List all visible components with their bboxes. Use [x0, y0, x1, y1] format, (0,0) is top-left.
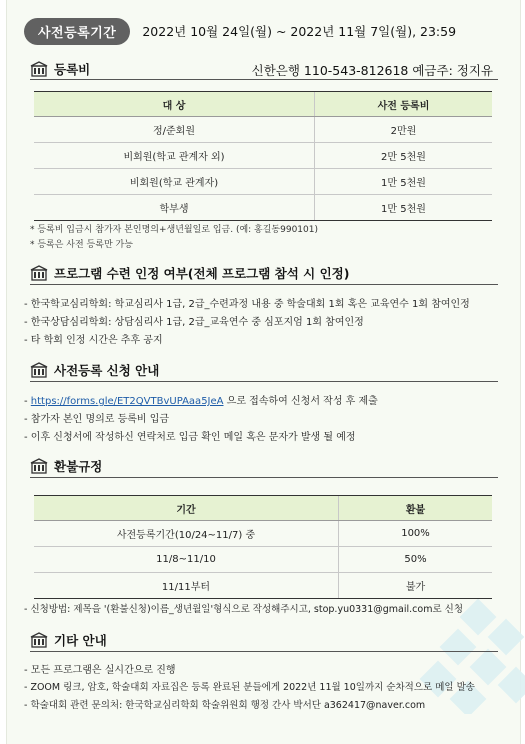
fee-col-price: 사전 등록비 — [315, 92, 493, 117]
table-row: 사전등록기간(10/24~11/7) 중 100% — [34, 521, 492, 547]
refund-table — [34, 495, 492, 599]
apply-line: - 이후 신청서에 작성하신 연락처로 입금 확인 메일 혹은 문자가 발생 될 예정 — [24, 432, 356, 443]
apply-line: - 참가자 본인 명의로 등록비 입금 — [24, 414, 170, 425]
table-row: 11/11부터 불가 — [34, 573, 492, 599]
refund-col-rate: 환불 — [339, 496, 493, 521]
refund-method: - 신청방법: 제목을 '(환불신청)이름_생년월일'형식으로 작성해주시고, stop.yu0331@gmail.com로 신청 — [24, 604, 464, 615]
registration-period-text: 2022년 10월 24일(월) ~ 2022년 11월 7일(월), 23:59 — [142, 24, 457, 39]
bank-account-info: 신한은행 110-543-812618 예금주: 정지유 — [251, 63, 493, 78]
divider — [30, 477, 498, 478]
refund-col-period: 기간 — [34, 496, 339, 521]
credit-line: - 한국상담심리학회: 상담심리사 1급, 2급_교육연수 중 심포지엄 1회 참여인정 — [24, 317, 364, 328]
fee-col-target: 대 상 — [34, 92, 315, 117]
registration-form-link[interactable]: https://forms.gle/ET2QVTBvUPAaa5JeA — [30, 396, 224, 407]
building-icon — [30, 632, 48, 648]
credit-line: - 한국학교심리학회: 학교심리사 1급, 2급_수련과정 내용 중 학술대회 1회 혹은 교육연수 1회 참여인정 — [24, 299, 470, 310]
credit-line: - 타 학회 인정 시간은 추후 공지 — [24, 335, 163, 346]
other-line: - 모든 프로그램은 실시간으로 진행 — [24, 665, 176, 676]
building-icon — [30, 362, 48, 378]
other-section-title: 기타 안내 — [30, 631, 107, 649]
registration-period-bar — [24, 18, 456, 44]
table-row: 정/준회원 2만원 — [34, 117, 492, 143]
other-line: - ZOOM 링크, 암호, 학술대회 자료집은 등록 완료된 분들에게 2022년 11월 10일까지 순차적으로 메일 발송 — [24, 682, 475, 693]
divider — [30, 79, 498, 80]
fee-note: * 등록은 사전 등록만 가능 — [30, 240, 133, 250]
fee-note: * 등록비 입금시 참가자 본인명의+생년월일로 입금. (예: 홍길동990101) — [30, 225, 318, 235]
building-icon — [30, 61, 48, 77]
building-icon — [30, 265, 48, 281]
refund-section-title: 환불규정 — [30, 457, 102, 475]
fee-section-title: 등록비 — [30, 60, 90, 78]
fee-table — [34, 91, 492, 221]
registration-period-badge: 사전등록기간 — [24, 18, 130, 45]
apply-section-title: 사전등록 신청 안내 — [30, 361, 159, 379]
table-row: 11/8~11/10 50% — [34, 547, 492, 573]
other-line: - 학술대회 관련 문의처: 한국학교심리학회 학술위원회 행정 간사 박서단 a362417@naver.com — [24, 700, 426, 711]
apply-link-line: - https://forms.gle/ET2QVTBvUPAaa5JeA 으로 접속하여 신청서 작성 후 제출 — [24, 396, 378, 407]
table-row: 비회원(학교 관계자) 1만 5천원 — [34, 169, 492, 195]
table-row: 비회원(학교 관계자 외) 2만 5천원 — [34, 143, 492, 169]
divider — [30, 284, 498, 285]
table-row: 학부생 1만 5천원 — [34, 195, 492, 221]
building-icon — [30, 458, 48, 474]
divider — [30, 651, 498, 652]
divider — [30, 381, 498, 382]
credit-section-title: 프로그램 수련 인정 여부(전체 프로그램 참석 시 인정) — [30, 264, 349, 282]
